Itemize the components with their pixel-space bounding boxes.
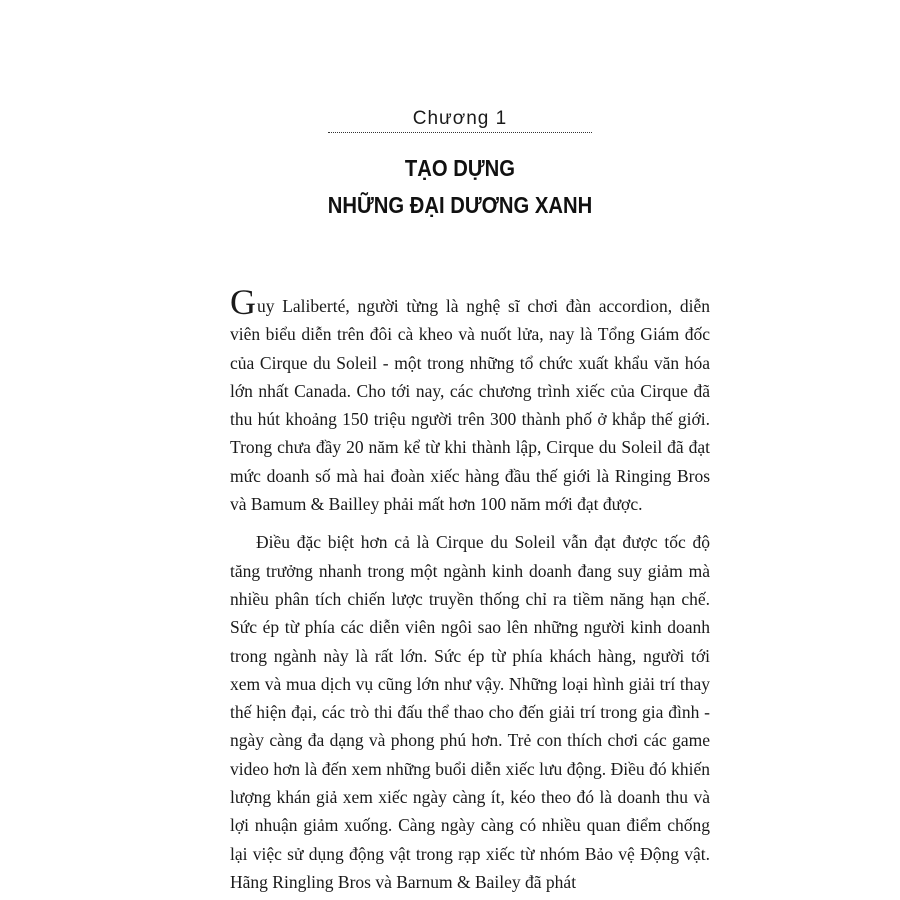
chapter-dotted-rule bbox=[328, 132, 592, 133]
body-text bbox=[230, 282, 710, 896]
paragraph-1 bbox=[230, 282, 710, 518]
chapter-title-line-2: NHỮNG ĐẠI DƯƠNG XANH bbox=[327, 192, 593, 218]
chapter-title-line-1: TẠO DỰNG bbox=[404, 155, 516, 181]
paragraph-1-text: uy Laliberté, người từng là nghệ sĩ chơi đàn accordion, diễn viên biểu diễn trên đôi cà kheo và nuốt lửa, nay là Tổng Giám đốc của Cirque du Soleil - một trong những tổ chức xuất khẩu văn hóa lớn nhất Canada. Cho tới nay, các chương trình xiếc của Cirque đã thu hút khoảng 150 triệu người trên 300 thành phố ở khắp thế giới. Trong chưa đầy 20 năm kể từ khi thành lập, Cirque du Soleil đã đạt mức doanh số mà hai đoàn xiếc hàng đầu thế giới là Ringing Bros và Bamum & Bailley phải mất hơn 100 năm mới đạt được. bbox=[230, 296, 710, 515]
paragraph-2: Điều đặc biệt hơn cả là Cirque du Soleil vẫn đạt được tốc độ tăng trưởng nhanh trong một ngành kinh doanh đang suy giảm mà nhiều phân tích chiến lược truyền thống chỉ ra tiềm năng hạn chế. Sức ép từ phía các diễn viên ngôi sao lên những người kinh doanh trong ngành này là rất lớn. Sức ép từ phía khách hàng, người tới xem và mua dịch vụ cũng lớn như vậy. Những loại hình giải trí thay thế hiện đại, các trò thi đấu thể thao cho đến giải trí trong gia đình - ngày càng đa dạng và phong phú hơn. Trẻ con thích chơi các game video hơn là đến xem những buổi diễn xiếc lưu động. Điều đó khiến lượng khán giả xem xiếc ngày càng ít, kéo theo đó là doanh thu và lợi nhuận giảm xuống. Càng ngày càng có nhiều quan điểm chống lại việc sử dụng động vật trong rạp xiếc từ nhóm Bảo vệ Động vật. Hãng Ringling Bros và Barnum & Bailey đã phát bbox=[230, 532, 710, 892]
drop-cap: G bbox=[230, 282, 256, 322]
chapter-label: Chương 1 bbox=[412, 108, 508, 129]
chapter-title bbox=[231, 150, 689, 224]
